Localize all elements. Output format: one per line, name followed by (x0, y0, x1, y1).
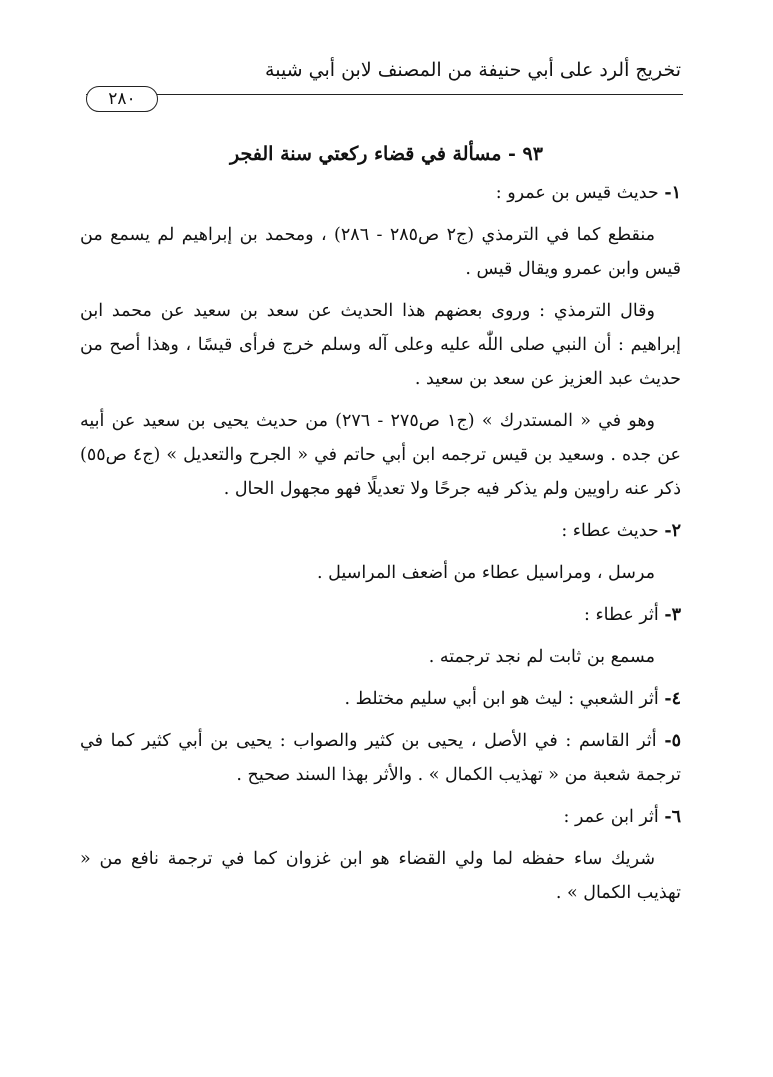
item-heading-text: أثر عطاء : (583, 605, 665, 625)
paragraph: مسمع بن ثابت لم نجد ترجمته . (428, 647, 655, 667)
item-heading-text: أثر القاسم : في الأصل ، يحيى بن كثير والصواب : يحيى بن أبي كثير كما في ترجمة شعبة من « تهذيب الكمال » . والأثر بهذا السند صحيح . (80, 731, 681, 785)
item-6 (80, 800, 681, 910)
page-number-badge: ٢٨٠ (86, 86, 158, 112)
item-2 (80, 514, 681, 590)
item-heading (80, 514, 681, 548)
item-heading-text: أثر ابن عمر : (563, 807, 665, 827)
paragraph: شريك ساء حفظه لما ولي القضاء هو ابن غزوان كما في ترجمة نافع من « تهذيب الكمال » . (80, 849, 681, 903)
running-title: تخريج ألرد على أبي حنيفة من المصنف لابن أبي شيبة (265, 59, 681, 81)
header-rule (86, 94, 683, 95)
item-heading (80, 800, 681, 834)
page-body (80, 176, 681, 910)
item-number: ٦- (664, 807, 681, 827)
section-title: ٩٣ - مسألة في قضاء ركعتي سنة الفجر (230, 143, 543, 165)
item-number: ٥- (664, 731, 681, 751)
item-number: ٣- (664, 605, 681, 625)
item-heading (80, 724, 681, 792)
item-number: ٢- (664, 521, 681, 541)
item-5 (80, 724, 681, 792)
paragraph: وهو في « المستدرك » (ج١ ص٢٧٥ - ٢٧٦) من حديث يحيى بن سعيد عن أبيه عن جده . وسعيد بن قيس ترجمه ابن أبي حاتم في « الجرح والتعديل » (ج٤ ص٥٥) ذكر عنه راويين ولم يذكر فيه جرحًا ولا تعديلًا فهو مجهول الحال . (80, 411, 681, 499)
item-heading-text: حديث قيس بن عمرو : (495, 183, 665, 203)
item-heading (80, 176, 681, 210)
item-number: ١- (664, 183, 681, 203)
item-heading-text: حديث عطاء : (561, 521, 665, 541)
paragraph: منقطع كما في الترمذي (ج٢ ص٢٨٥ - ٢٨٦) ، ومحمد بن إبراهيم لم يسمع من قيس وابن عمرو ويقال قيس . (80, 225, 681, 279)
item-heading-text: أثر الشعبي : ليث هو ابن أبي سليم مختلط . (344, 689, 665, 709)
paragraph: وقال الترمذي : وروى بعضهم هذا الحديث عن سعد بن سعيد عن محمد ابن إبراهيم : أن النبي صلى اللّٰه عليه وعلى آله وسلم خرج فرأى قيسًا ، وهذا أصح من حديث عبد العزيز عن سعد بن سعيد . (80, 301, 681, 389)
item-heading (80, 682, 681, 716)
item-heading (80, 598, 681, 632)
paragraph: مرسل ، ومراسيل عطاء من أضعف المراسيل . (317, 563, 655, 583)
item-number: ٤- (664, 689, 681, 709)
item-1 (80, 176, 681, 506)
item-4 (80, 682, 681, 716)
item-3 (80, 598, 681, 674)
